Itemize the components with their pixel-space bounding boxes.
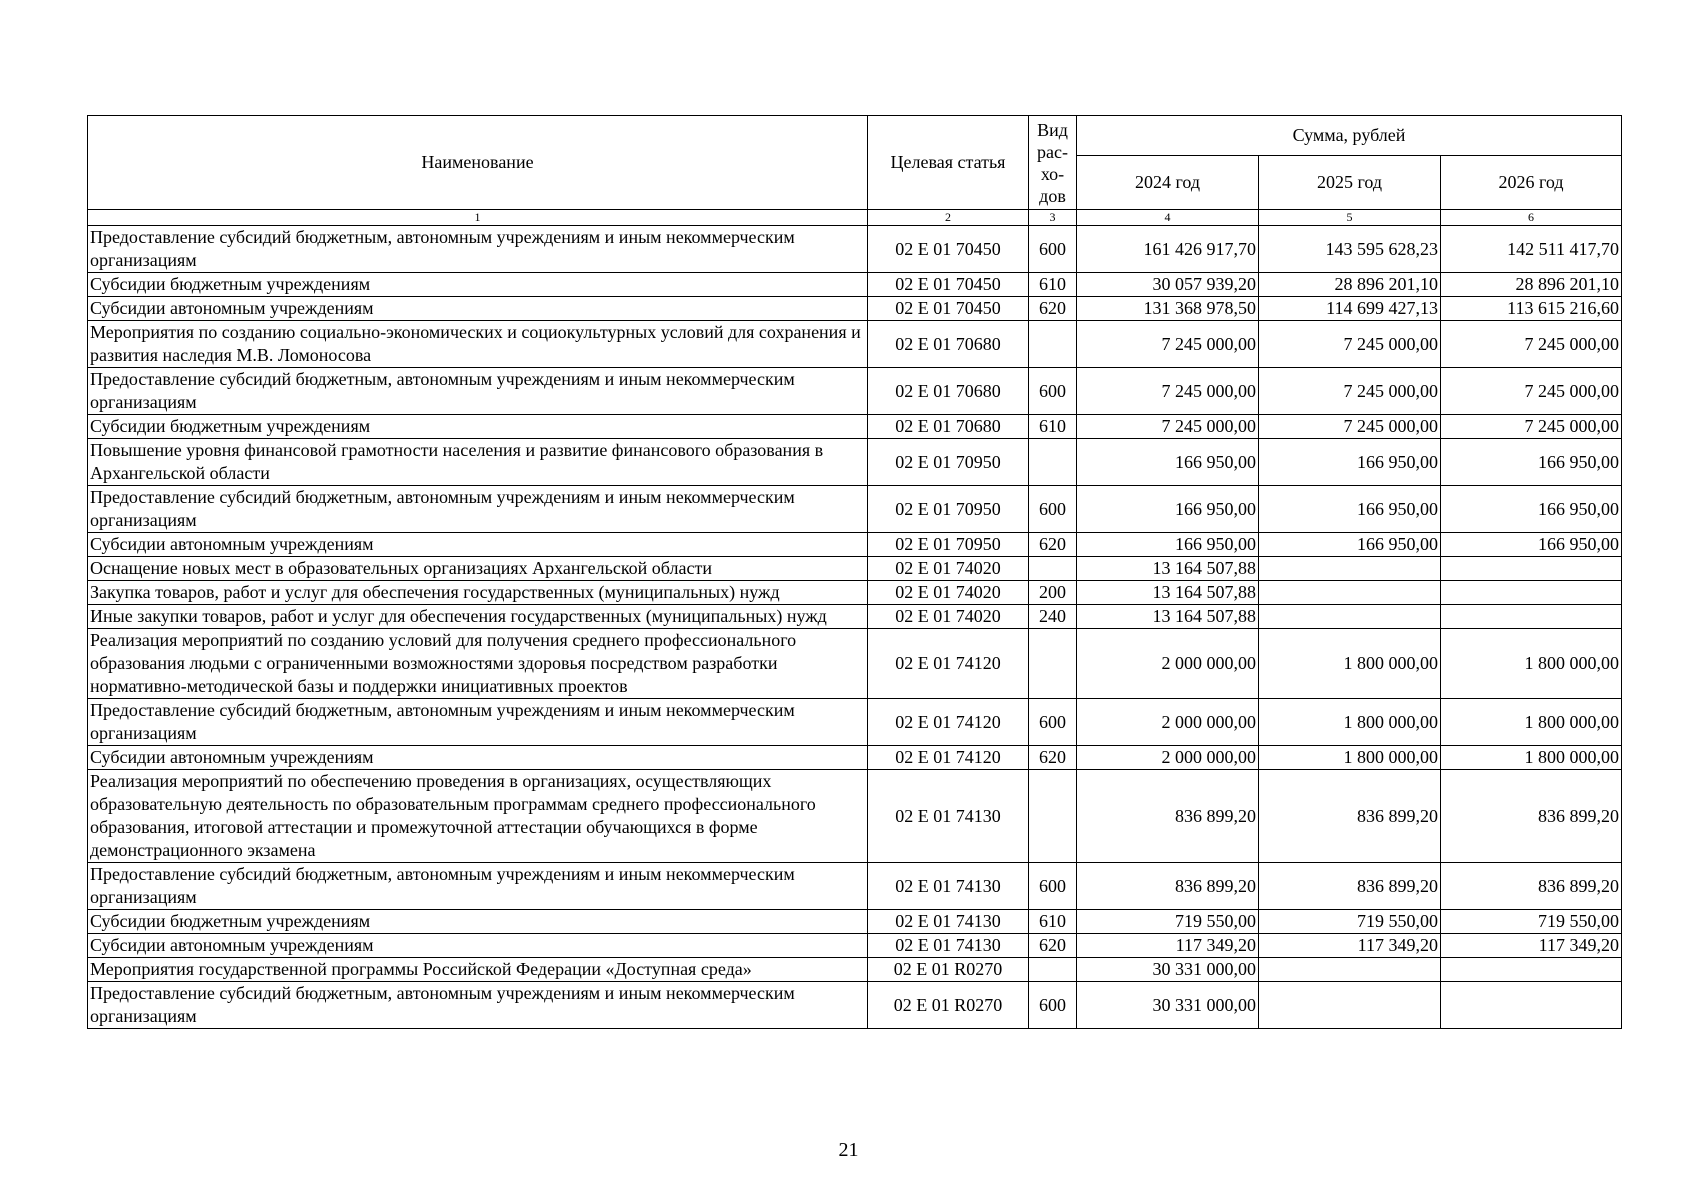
header-name: Наименование (88, 116, 868, 210)
row-sum-2025: 7 245 000,00 (1259, 415, 1441, 439)
row-sum-2024: 131 368 978,50 (1077, 297, 1259, 321)
row-sum-2026 (1441, 605, 1622, 629)
row-expense-type: 610 (1029, 415, 1077, 439)
row-expense-type: 600 (1029, 699, 1077, 746)
header-expense-type: Вид рас-хо-дов (1029, 116, 1077, 210)
row-sum-2024: 2 000 000,00 (1077, 629, 1259, 699)
row-target-article: 02 Е 01 70450 (868, 273, 1029, 297)
row-sum-2025: 166 950,00 (1259, 533, 1441, 557)
budget-table (87, 115, 1622, 1029)
row-sum-2025: 1 800 000,00 (1259, 629, 1441, 699)
row-name: Субсидии бюджетным учреждениям (88, 415, 868, 439)
table-row (88, 629, 1622, 699)
row-sum-2024: 7 245 000,00 (1077, 415, 1259, 439)
header-year-2026: 2026 год (1441, 156, 1622, 210)
row-target-article: 02 Е 01 74130 (868, 770, 1029, 863)
table-row (88, 533, 1622, 557)
row-name: Реализация мероприятий по созданию условий для получения среднего профессионального образования людьми с ограниченными возможностями здоровья посредством разработки нормативно-методической базы и поддержки инициативных проектов (88, 629, 868, 699)
table-row (88, 321, 1622, 368)
row-name: Предоставление субсидий бюджетным, автономным учреждениям и иным некоммерческим организациям (88, 226, 868, 273)
row-sum-2025: 836 899,20 (1259, 770, 1441, 863)
row-sum-2026: 166 950,00 (1441, 486, 1622, 533)
column-number: 1 (88, 210, 868, 226)
row-target-article: 02 Е 01 70950 (868, 486, 1029, 533)
header-year-2024: 2024 год (1077, 156, 1259, 210)
row-target-article: 02 Е 01 74020 (868, 605, 1029, 629)
row-target-article: 02 Е 01 70950 (868, 533, 1029, 557)
row-name: Субсидии автономным учреждениям (88, 746, 868, 770)
row-target-article: 02 Е 01 R0270 (868, 982, 1029, 1029)
row-sum-2025: 166 950,00 (1259, 439, 1441, 486)
row-sum-2024: 2 000 000,00 (1077, 699, 1259, 746)
table-row (88, 699, 1622, 746)
table-row (88, 297, 1622, 321)
row-sum-2026: 719 550,00 (1441, 910, 1622, 934)
table-row (88, 368, 1622, 415)
row-name: Субсидии автономным учреждениям (88, 934, 868, 958)
row-sum-2026: 1 800 000,00 (1441, 629, 1622, 699)
row-sum-2026: 28 896 201,10 (1441, 273, 1622, 297)
row-target-article: 02 Е 01 74130 (868, 934, 1029, 958)
page-number: 21 (838, 1139, 859, 1161)
row-sum-2026: 7 245 000,00 (1441, 321, 1622, 368)
row-name: Субсидии автономным учреждениям (88, 297, 868, 321)
row-name: Предоставление субсидий бюджетным, автономным учреждениям и иным некоммерческим организациям (88, 699, 868, 746)
row-sum-2026: 836 899,20 (1441, 770, 1622, 863)
row-sum-2024: 30 331 000,00 (1077, 982, 1259, 1029)
row-target-article: 02 Е 01 70680 (868, 368, 1029, 415)
table-row (88, 273, 1622, 297)
row-sum-2025: 1 800 000,00 (1259, 699, 1441, 746)
row-sum-2026 (1441, 557, 1622, 581)
table-row (88, 746, 1622, 770)
row-sum-2025 (1259, 982, 1441, 1029)
row-expense-type (1029, 321, 1077, 368)
row-sum-2024: 166 950,00 (1077, 533, 1259, 557)
row-name: Закупка товаров, работ и услуг для обеспечения государственных (муниципальных) нужд (88, 581, 868, 605)
row-sum-2026: 117 349,20 (1441, 934, 1622, 958)
row-sum-2025: 7 245 000,00 (1259, 321, 1441, 368)
header-year-2025: 2025 год (1259, 156, 1441, 210)
row-sum-2024: 13 164 507,88 (1077, 557, 1259, 581)
row-target-article: 02 Е 01 74130 (868, 863, 1029, 910)
header-target-article: Целевая статья (868, 116, 1029, 210)
row-sum-2026: 166 950,00 (1441, 439, 1622, 486)
table-row (88, 863, 1622, 910)
table-row (88, 982, 1622, 1029)
table-row (88, 226, 1622, 273)
row-name: Субсидии бюджетным учреждениям (88, 273, 868, 297)
row-expense-type: 600 (1029, 368, 1077, 415)
row-name: Мероприятия по созданию социально-экономических и социокультурных условий для сохранения и развития наследия М.В. Ломоносова (88, 321, 868, 368)
table-row (88, 486, 1622, 533)
row-sum-2024: 7 245 000,00 (1077, 368, 1259, 415)
row-name: Предоставление субсидий бюджетным, автономным учреждениям и иным некоммерческим организациям (88, 486, 868, 533)
row-sum-2025: 836 899,20 (1259, 863, 1441, 910)
row-sum-2026: 142 511 417,70 (1441, 226, 1622, 273)
row-name: Субсидии автономным учреждениям (88, 533, 868, 557)
header-sum: Сумма, рублей (1077, 116, 1622, 156)
row-sum-2024: 836 899,20 (1077, 863, 1259, 910)
row-target-article: 02 Е 01 70450 (868, 297, 1029, 321)
row-sum-2025: 7 245 000,00 (1259, 368, 1441, 415)
row-expense-type: 610 (1029, 910, 1077, 934)
row-name: Реализация мероприятий по обеспечению проведения в организациях, осуществляющих образовательную деятельность по образовательным программам среднего профессионального образования, итоговой аттестации и промежуточной аттестации обучающихся в форме демонстрационного экзамена (88, 770, 868, 863)
row-sum-2026: 7 245 000,00 (1441, 415, 1622, 439)
row-sum-2025: 114 699 427,13 (1259, 297, 1441, 321)
row-sum-2025: 28 896 201,10 (1259, 273, 1441, 297)
row-name: Субсидии бюджетным учреждениям (88, 910, 868, 934)
row-expense-type: 600 (1029, 226, 1077, 273)
row-sum-2024: 13 164 507,88 (1077, 605, 1259, 629)
row-expense-type: 240 (1029, 605, 1077, 629)
row-sum-2025: 117 349,20 (1259, 934, 1441, 958)
row-sum-2025 (1259, 958, 1441, 982)
row-sum-2024: 7 245 000,00 (1077, 321, 1259, 368)
row-name: Предоставление субсидий бюджетным, автономным учреждениям и иным некоммерческим организациям (88, 982, 868, 1029)
row-sum-2024: 2 000 000,00 (1077, 746, 1259, 770)
row-target-article: 02 Е 01 R0270 (868, 958, 1029, 982)
row-expense-type: 620 (1029, 297, 1077, 321)
row-expense-type: 620 (1029, 533, 1077, 557)
column-numbers-row (88, 210, 1622, 226)
row-expense-type: 620 (1029, 746, 1077, 770)
row-sum-2024: 161 426 917,70 (1077, 226, 1259, 273)
column-number: 6 (1441, 210, 1622, 226)
row-sum-2024: 30 331 000,00 (1077, 958, 1259, 982)
table-body (88, 226, 1622, 1029)
row-expense-type (1029, 770, 1077, 863)
row-sum-2026: 166 950,00 (1441, 533, 1622, 557)
row-expense-type (1029, 557, 1077, 581)
row-name: Предоставление субсидий бюджетным, автономным учреждениям и иным некоммерческим организациям (88, 863, 868, 910)
table-row (88, 439, 1622, 486)
row-target-article: 02 Е 01 70680 (868, 321, 1029, 368)
row-sum-2024: 836 899,20 (1077, 770, 1259, 863)
row-expense-type (1029, 439, 1077, 486)
column-number: 5 (1259, 210, 1441, 226)
row-expense-type: 610 (1029, 273, 1077, 297)
row-sum-2024: 13 164 507,88 (1077, 581, 1259, 605)
column-number: 2 (868, 210, 1029, 226)
row-target-article: 02 Е 01 70680 (868, 415, 1029, 439)
table-row (88, 910, 1622, 934)
row-sum-2025 (1259, 581, 1441, 605)
row-sum-2024: 166 950,00 (1077, 439, 1259, 486)
row-sum-2026 (1441, 581, 1622, 605)
row-sum-2026: 7 245 000,00 (1441, 368, 1622, 415)
row-target-article: 02 Е 01 74120 (868, 746, 1029, 770)
row-sum-2026: 836 899,20 (1441, 863, 1622, 910)
column-number: 3 (1029, 210, 1077, 226)
row-sum-2024: 166 950,00 (1077, 486, 1259, 533)
row-sum-2026: 113 615 216,60 (1441, 297, 1622, 321)
table-row (88, 605, 1622, 629)
row-sum-2026 (1441, 958, 1622, 982)
row-sum-2025: 143 595 628,23 (1259, 226, 1441, 273)
row-sum-2025: 166 950,00 (1259, 486, 1441, 533)
row-sum-2024: 719 550,00 (1077, 910, 1259, 934)
row-sum-2026: 1 800 000,00 (1441, 746, 1622, 770)
row-sum-2025: 1 800 000,00 (1259, 746, 1441, 770)
row-target-article: 02 Е 01 70450 (868, 226, 1029, 273)
row-expense-type: 600 (1029, 863, 1077, 910)
row-target-article: 02 Е 01 70950 (868, 439, 1029, 486)
column-number: 4 (1077, 210, 1259, 226)
row-expense-type: 620 (1029, 934, 1077, 958)
row-sum-2025: 719 550,00 (1259, 910, 1441, 934)
row-sum-2024: 117 349,20 (1077, 934, 1259, 958)
row-expense-type: 200 (1029, 581, 1077, 605)
row-target-article: 02 Е 01 74020 (868, 581, 1029, 605)
row-sum-2025 (1259, 557, 1441, 581)
table-row (88, 415, 1622, 439)
row-target-article: 02 Е 01 74120 (868, 699, 1029, 746)
row-name: Оснащение новых мест в образовательных организациях Архангельской области (88, 557, 868, 581)
table-row (88, 557, 1622, 581)
row-sum-2026: 1 800 000,00 (1441, 699, 1622, 746)
row-sum-2024: 30 057 939,20 (1077, 273, 1259, 297)
row-name: Предоставление субсидий бюджетным, автономным учреждениям и иным некоммерческим организациям (88, 368, 868, 415)
row-name: Мероприятия государственной программы Российской Федерации «Доступная среда» (88, 958, 868, 982)
row-expense-type: 600 (1029, 486, 1077, 533)
row-sum-2025 (1259, 605, 1441, 629)
row-name: Иные закупки товаров, работ и услуг для обеспечения государственных (муниципальных) нужд (88, 605, 868, 629)
row-target-article: 02 Е 01 74130 (868, 910, 1029, 934)
row-sum-2026 (1441, 982, 1622, 1029)
row-target-article: 02 Е 01 74120 (868, 629, 1029, 699)
row-expense-type (1029, 629, 1077, 699)
row-target-article: 02 Е 01 74020 (868, 557, 1029, 581)
row-name: Повышение уровня финансовой грамотности населения и развитие финансового образования в Архангельской области (88, 439, 868, 486)
table-row (88, 581, 1622, 605)
table-row (88, 958, 1622, 982)
row-expense-type: 600 (1029, 982, 1077, 1029)
table-row (88, 770, 1622, 863)
row-expense-type (1029, 958, 1077, 982)
table-row (88, 934, 1622, 958)
